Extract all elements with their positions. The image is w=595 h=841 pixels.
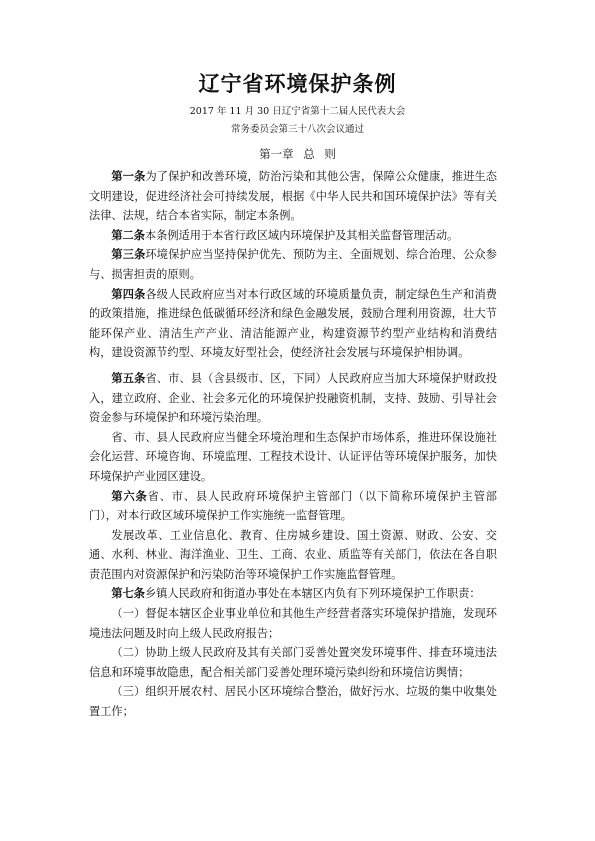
paragraph-text: 省、市、县（含县级市、区，下同）人民政府应当加大环境保护财政投入，建立政府、企业、社会多元化的环境保护投融资机制，支持、鼓励、引导社会资金参与环境保护和环境污染治理。 — [89, 371, 497, 425]
article-number: 第二条 — [111, 228, 145, 242]
article-number: 第一条 — [111, 170, 146, 183]
paragraph-text: （三）组织开展农村、居民小区环境综合整治，做好污水、垃圾的集中收集处置工作； — [89, 685, 497, 719]
paragraph — [89, 584, 497, 604]
paragraph — [89, 604, 497, 643]
article-number: 第四条 — [111, 287, 146, 301]
paragraph-text: 环境保护应当坚持保护优先、预防为主、全面规划、综合治理、公众参与、损害担责的原则。 — [89, 248, 497, 281]
paragraph — [89, 369, 497, 428]
adoption-body-line: 常务委员会第三十八次会议通过 — [230, 124, 364, 135]
paragraph-text: （二）协助上级人民政府及其有关部门妥善处置突发环境事件、排查环境违法信息和环境事故隐患，配合相关部门妥善处理环境污染纠纷和环境信访舆情； — [89, 646, 497, 679]
paragraph-text: 各级人民政府应当对本行政区域的环境质量负责，制定绿色生产和消费的政策措施，推进绿色低碳循环经济和绿色金融发展，鼓励合理利用资源，壮大节能环保产业、清洁生产产业、清洁能源产业，构建资源节约型产业结构和消费结构，建设资源节约型、环境友好型社会，使经济社会发展与环境保护相协调。 — [89, 287, 497, 360]
paragraph — [89, 167, 497, 226]
document-title: 辽宁省环境保护条例 — [198, 72, 397, 96]
chapter-heading: 第一章 总 则 — [259, 147, 336, 161]
paragraph-text: 省、市、县人民政府应当健全环境治理和生态保护市场体系，推进环保设施社会化运营、环境咨询、环境监理、工程技术设计、认证评估等环境保护服务，加快环境保护产业园区建设。 — [89, 430, 497, 483]
paragraph — [89, 285, 497, 363]
article-number: 第六条 — [111, 489, 148, 503]
paragraph-text: 省、市、县人民政府环境保护主管部门（以下简称环境保护主管部门），对本行政区域环境保护工作实施统一监督管理。 — [89, 489, 497, 523]
article-number: 第七条 — [111, 587, 145, 601]
paragraph-text: 发展改革、工业信息化、教育、住房城乡建设、国土资源、财政、公安、交通、水利、林业、海洋渔业、卫生、工商、农业、质监等有关部门，依法在各自职责范围内对资源保护和污染防治等环境保护工作实施监督管理。 — [89, 528, 497, 581]
paragraph-text: 乡镇人民政府和街道办事处在本辖区内负有下列环境保护工作职责： — [144, 587, 481, 601]
adoption-date-line: 2017 年 11 月 30 日辽宁省第十二届人民代表大会 — [189, 106, 406, 117]
paragraph-text: （一）督促本辖区企业事业单位和其他生产经营者落实环境保护措施，发现环境违法问题及时向上级人民政府报告； — [89, 607, 497, 640]
article-number: 第三条 — [111, 248, 146, 262]
paragraph — [89, 487, 497, 526]
paragraph — [89, 428, 497, 487]
document-body — [89, 167, 497, 722]
paragraph — [89, 226, 497, 246]
paragraph — [89, 526, 497, 585]
paragraph-text: 本条例适用于本省行政区域内环境保护及其相关监督管理活动。 — [144, 228, 459, 242]
paragraph — [89, 682, 497, 721]
paragraph — [89, 643, 497, 682]
paragraph-text: 为了保护和改善环境，防治污染和其他公害，保障公众健康，推进生态文明建设，促进经济社会可持续发展，根据《中华人民共和国环境保护法》等有关法律、法规，结合本省实际，制定本条例。 — [89, 170, 497, 223]
paragraph — [89, 245, 497, 284]
article-number: 第五条 — [111, 371, 146, 385]
